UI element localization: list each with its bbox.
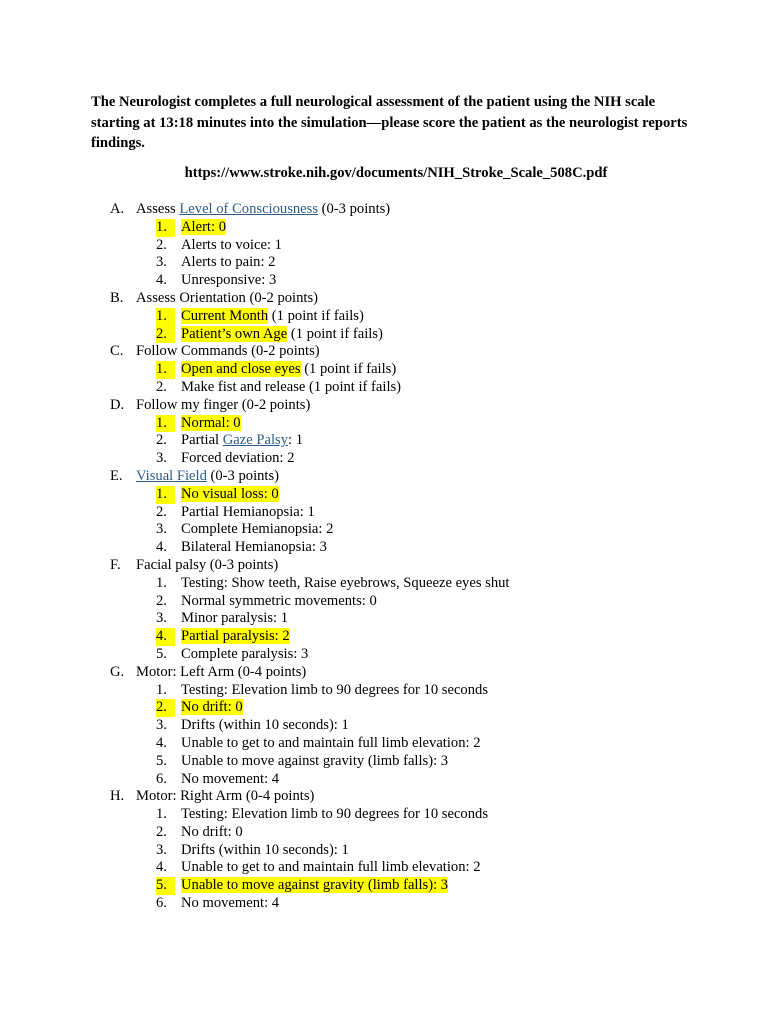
list-item	[110, 432, 710, 450]
list-item-number: 1.	[156, 806, 167, 823]
list-item-number: 5.	[156, 645, 167, 662]
list-item-selected	[110, 415, 710, 433]
list-item-text	[181, 486, 279, 504]
list-item-number: 2.	[156, 236, 167, 253]
list-item-text	[181, 682, 488, 700]
list-item	[110, 379, 710, 397]
list-item-label: No drift: 0	[181, 823, 243, 840]
section-letter: C.	[110, 343, 124, 360]
list-item-selected	[110, 326, 710, 344]
list-item-number: 2.	[156, 432, 167, 449]
list-item-text	[181, 219, 226, 237]
list-item-label: Unable to move against gravity (limb falls): 3	[181, 752, 449, 769]
section-title	[136, 290, 318, 308]
list-item	[110, 450, 710, 468]
list-item-number: 4.	[156, 272, 167, 289]
list-item	[110, 504, 710, 522]
list-item	[110, 521, 710, 539]
list-item-number: 3.	[156, 610, 167, 627]
list-item-text	[181, 521, 333, 539]
section-title-text: Assess Orientation (0-2 points)	[136, 289, 318, 306]
list-item-number: 4.	[156, 628, 175, 646]
list-item-label: Unresponsive: 3	[181, 272, 277, 289]
list-item-text	[181, 895, 279, 913]
list-item	[110, 717, 710, 735]
list-item-label: Open and close eyes	[181, 361, 301, 378]
section-title	[136, 201, 390, 219]
section-heading	[110, 290, 710, 308]
list-item-text	[181, 575, 509, 593]
list-item-selected	[110, 361, 710, 379]
nih-scale-outline	[110, 201, 710, 913]
list-item-label: Drifts (within 10 seconds): 1	[181, 841, 349, 858]
list-item-label: No movement: 4	[181, 770, 280, 787]
list-item-text	[181, 361, 396, 379]
list-item-number: 2.	[156, 823, 167, 840]
section-points: (0-3 points)	[318, 201, 391, 217]
list-item	[110, 895, 710, 913]
list-item-text	[181, 450, 294, 468]
list-item-label: Normal symmetric movements: 0	[181, 592, 377, 609]
list-item-text	[181, 824, 243, 842]
section-title	[136, 664, 306, 682]
reference-url: https://www.stroke.nih.gov/documents/NIH_Stroke_Scale_508C.pdf	[184, 165, 608, 181]
section-letter: A.	[110, 201, 125, 217]
list-item	[110, 753, 710, 771]
section-title-text: Assess	[136, 201, 180, 217]
list-item-label: Alerts to pain: 2	[181, 254, 276, 271]
list-item-text	[181, 504, 315, 522]
list-item-number: 2.	[156, 378, 167, 395]
list-item-label: Forced deviation: 2	[181, 450, 295, 467]
list-item	[110, 842, 710, 860]
section-title-text: Follow my finger (0-2 points)	[136, 396, 311, 413]
list-item-number: 5.	[156, 752, 167, 769]
list-item-number: 2.	[156, 503, 167, 520]
list-item-text	[181, 877, 448, 895]
list-item-selected	[110, 877, 710, 895]
section-letter: G.	[110, 663, 125, 680]
list-item-number: 3.	[156, 254, 167, 271]
list-item-label: Normal: 0	[181, 414, 241, 431]
list-item-number: 1.	[156, 308, 175, 326]
list-item-number: 3.	[156, 450, 167, 467]
list-item	[110, 539, 710, 557]
list-item-text	[181, 646, 308, 664]
section-title-text: Motor: Right Arm (0-4 points)	[136, 788, 315, 805]
list-item-number: 2.	[156, 592, 167, 609]
list-item	[110, 593, 710, 611]
list-item-selected	[110, 699, 710, 717]
section-link[interactable]: Visual Field	[136, 467, 207, 484]
list-item-text	[181, 842, 349, 860]
list-item-number: 1.	[156, 681, 167, 698]
list-item-number: 1.	[156, 219, 175, 237]
list-item-number: 1.	[156, 415, 175, 433]
list-item-number: 1.	[156, 361, 175, 379]
section-heading	[110, 664, 710, 682]
list-item-label: Unable to get to and maintain full limb elevation: 2	[181, 734, 481, 751]
list-item-label: Testing: Show teeth, Raise eyebrows, Squeeze eyes shut	[181, 574, 510, 591]
list-item-label: Patient’s own Age	[181, 325, 288, 342]
list-item-number: 3.	[156, 521, 167, 538]
list-item-text	[181, 771, 279, 789]
list-item-number: 2.	[156, 699, 175, 717]
section-title	[136, 788, 314, 806]
section-letter: F.	[110, 556, 121, 573]
section-letter: H.	[110, 788, 125, 805]
section-heading	[110, 468, 710, 486]
list-item	[110, 682, 710, 700]
section-letter: B.	[110, 289, 124, 306]
list-item-selected	[110, 628, 710, 646]
section-heading	[110, 201, 710, 219]
list-item-text	[181, 308, 364, 326]
list-item-text	[181, 254, 275, 272]
list-item-selected	[110, 486, 710, 504]
list-item-label: No drift: 0	[181, 699, 243, 716]
list-item-text	[181, 432, 303, 450]
list-item	[110, 272, 710, 290]
list-item-number: 1.	[156, 486, 175, 504]
list-item	[110, 806, 710, 824]
section-title	[136, 468, 279, 486]
list-item-label: Minor paralysis: 1	[181, 610, 289, 627]
section-heading	[110, 397, 710, 415]
list-item-label: Unable to move against gravity (limb falls): 3	[181, 877, 449, 894]
list-item-text	[181, 539, 327, 557]
list-item-text	[181, 379, 401, 397]
list-item-label: Testing: Elevation limb to 90 degrees for 10 seconds	[181, 681, 489, 698]
list-item-rest: (1 point if fails)	[287, 325, 383, 342]
list-item-text	[181, 593, 377, 611]
list-item-label: Complete paralysis: 3	[181, 645, 309, 662]
list-item	[110, 575, 710, 593]
list-item-rest: (1 point if fails)	[300, 361, 397, 378]
list-item-text	[181, 806, 488, 824]
list-item-number: 6.	[156, 770, 167, 787]
section-link[interactable]: Level of Consciousness	[179, 201, 319, 217]
list-item-number: 6.	[156, 895, 167, 912]
section-title	[136, 343, 320, 361]
section-title	[136, 397, 310, 415]
section-letter: E.	[110, 467, 123, 484]
list-item-label: Partial Hemianopsia: 1	[181, 503, 315, 520]
section-title-text: Motor: Left Arm (0-4 points)	[136, 663, 307, 680]
list-item-text	[181, 717, 349, 735]
list-item-text	[181, 753, 448, 771]
section-letter: D.	[110, 396, 125, 413]
list-item-number: 5.	[156, 877, 175, 895]
list-item-label: Alert: 0	[181, 218, 226, 235]
section-title	[136, 557, 278, 575]
list-item	[110, 254, 710, 272]
list-item	[110, 859, 710, 877]
list-item	[110, 237, 710, 255]
list-item-number: 4.	[156, 734, 167, 751]
list-item-number: 2.	[156, 326, 175, 344]
list-item-selected	[110, 308, 710, 326]
section-heading	[110, 788, 710, 806]
list-item-text	[181, 272, 276, 290]
list-item-text	[181, 237, 282, 255]
list-item-label: Testing: Elevation limb to 90 degrees for 10 seconds	[181, 806, 489, 823]
list-item-number: 3.	[156, 841, 167, 858]
list-item-label: No visual loss: 0	[181, 485, 279, 502]
list-item-label: Partial paralysis: 2	[181, 628, 290, 645]
list-item-number: 3.	[156, 717, 167, 734]
list-item-label: Make fist and release (1 point if fails)	[181, 378, 402, 395]
list-item-selected	[110, 219, 710, 237]
list-item-text	[181, 735, 481, 753]
section-title-text: Follow Commands (0-2 points)	[136, 343, 320, 360]
list-item-link[interactable]: Gaze Palsy	[222, 432, 288, 449]
list-item-rest: : 1	[288, 432, 303, 449]
list-item	[110, 646, 710, 664]
list-item	[110, 610, 710, 628]
list-item-label: Bilateral Hemianopsia: 3	[181, 539, 327, 556]
list-item-text	[181, 699, 243, 717]
list-item	[110, 771, 710, 789]
list-item-label: Drifts (within 10 seconds): 1	[181, 717, 349, 734]
list-item-rest: (1 point if fails)	[268, 307, 364, 324]
list-item-label: No movement: 4	[181, 895, 280, 912]
list-item-label: Current Month	[181, 307, 269, 324]
list-item-text	[181, 610, 288, 628]
list-item-text	[181, 326, 383, 344]
section-heading	[110, 557, 710, 575]
list-item-label: Unable to get to and maintain full limb elevation: 2	[181, 859, 481, 876]
list-item-label: Partial	[181, 432, 223, 449]
section-title-text: Facial palsy (0-3 points)	[136, 556, 279, 573]
intro-paragraph: The Neurologist completes a full neurological assessment of the patient using the NIH scale starting at 13:18 minutes into the simulation—please score the patient as the neurologist reports findings.	[91, 94, 688, 151]
list-item	[110, 735, 710, 753]
section-heading	[110, 343, 710, 361]
list-item	[110, 824, 710, 842]
section-points: (0-3 points)	[206, 467, 280, 484]
list-item-number: 4.	[156, 859, 167, 876]
list-item-label: Alerts to voice: 1	[181, 236, 282, 253]
list-item-number: 1.	[156, 574, 167, 591]
list-item-label: Complete Hemianopsia: 2	[181, 521, 334, 538]
list-item-number: 4.	[156, 539, 167, 556]
list-item-text	[181, 415, 241, 433]
list-item-text	[181, 859, 481, 877]
list-item-text	[181, 628, 290, 646]
